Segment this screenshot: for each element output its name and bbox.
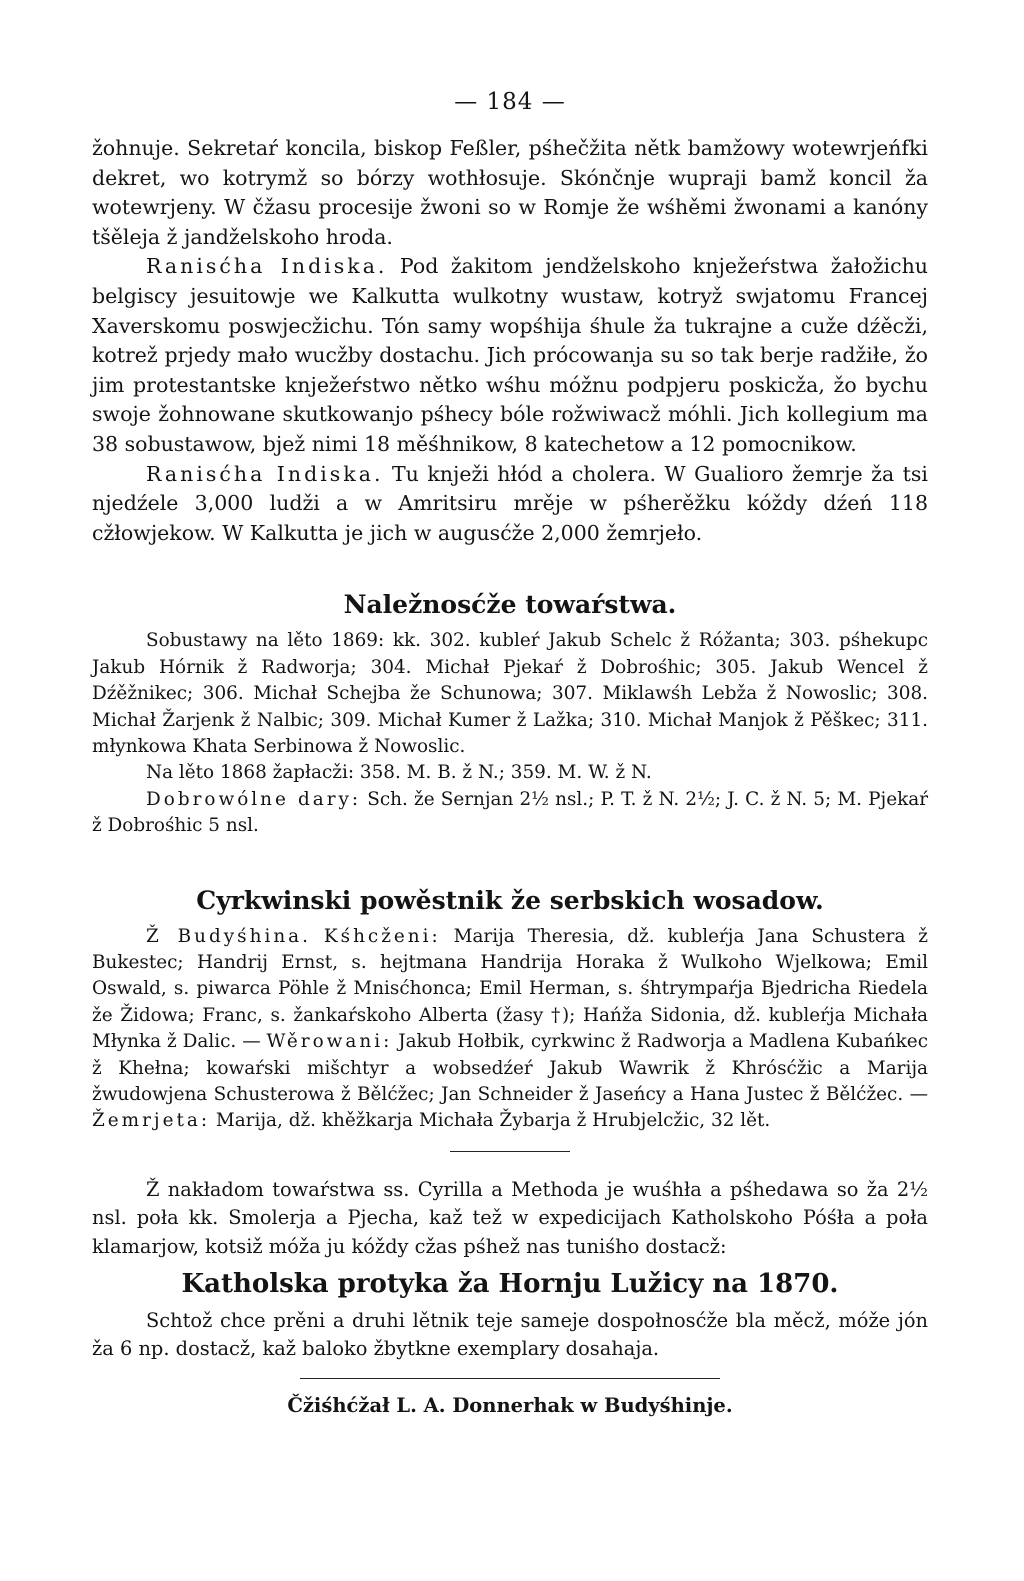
news-dateline: Ranisćha Indiska. [146, 461, 384, 486]
donations-body: Sch. že Sernjan 2½ nsl.; P. T. ž N. 2½; J. C. ž N. 5; M. Pjekaŕ ž Dobrośhic 5 nsl. [92, 788, 928, 837]
society-donations-paragraph [92, 787, 928, 840]
society-members-paragraph: Sobustawy na lěto 1869: kk. 302. kubleŕ Jakub Schelc ž Róžanta; 303. pśhekupc Jakub Hórnik ž Radworja; 304. Michał Pjekaŕ ž Dobrośhic; 305. Jakub Wencel ž Dźěžnikec; 306. Michał Schejba že Schunowa; 307. Miklawśh Lebža ž Nowoslic; 308. Michał Žarjenk ž Nalbic; 309. Michał Kumer ž Lažka; 310. Michał Manjok ž Pěškec; 311. młynkowa Khata Serbinowa ž Nowoslic. [92, 630, 928, 757]
news-paragraph-india-famine [92, 460, 928, 549]
section-divider [450, 1151, 570, 1152]
baptized-list: Marija Theresia, dž. kubleŕja Jana Schustera ž Bukestec; Handrij Ernst, s. hejtmana Handrija Horaka ž Wulkoho Wjelkowa; Emil Oswald, s. piwarca Pöhle ž Mnisćhonca; Emil Herman, s. śhtrympaŕja Bjedricha Riedela že Židowa; Franc, s. žankaŕskoho Alberta (žasy †); Hańža Sidonia, dž. kubleŕja Michała Młynka ž Dalic. — [92, 925, 928, 1053]
church-heading: Cyrkwinski powěstnik že serbskich wosadow. [196, 885, 824, 915]
married-list: Jakub Hołbik, cyrkwinc ž Radworja a Madlena Kubańkec ž Khełna; kowaŕski mišchtyr a wobsedźeŕ Jakub Wawrik ž Khrósćžic a Marija žwudowjena Schusterowa ž Bělćžec; Jan Schneider ž Jaseńcy a Hana Justec ž Bělćžec. — [92, 1031, 928, 1105]
news-paragraph-council: žohnuje. Sekretaŕ koncila, biskop Feßler, pśhečžita nětk bamžowy wotewrjeńfki dekret, wo kotrymž so bórzy wothłosuje. Skónčnje wupraji bamž koncil ža wotewrjeny. W čžasu procesije žwoni so w Romje že wśhěmi žwonami a kanóny tšěleja ž jandželskoho hroda. [92, 136, 928, 249]
parish-label: Ž Budyśhina. [146, 925, 311, 947]
donations-label: Dobrowólne dary: [146, 788, 362, 810]
baptized-label: Kśhcženi: [323, 925, 441, 947]
deceased-label: Žemrjeta: [92, 1110, 211, 1132]
footer-divider [300, 1378, 720, 1379]
news-body: Tu knježi hłód a cholera. W Gualioro žemrje ža tsi njedźele 3,000 ludži a w Amritsiru mrěje w pśherěžku kóždy dźeń 118 cžłowjekow. W Kalkutta je jich w augusćže 2,000 žemrjeło. [92, 461, 928, 545]
news-body: Pod žakitom jendželskoho knježeŕstwa žałožichu belgiscy jesuitowje we Kalkutta wulkotny wustaw, kotryž swjatomu Francej Xaverskomu poswjecžichu. Tón samy wopśhija śhule ža tukrajne a cuže dźěcži, kotrež prjedy mało wucžby dostachu. Jich prócowanja su so tak berje radžiłe, žo jim protestantske knježeŕstwo nětko wśhu móžnu podpjeru poskicža, žo bychu swoje žohnowane skutkowanjo pśhecy bóle rožwiwacž móhli. Jich kollegium ma 38 sobustawow, bjež nimi 18 měśhnikow, 8 katechetow a 12 pomocnikow. [92, 254, 928, 456]
society-heading: Naležnosćže towaŕstwa. [343, 590, 677, 620]
news-paragraph-india-jesuits [92, 252, 928, 459]
promo-body-paragraph: Schtož chce prěni a druhi lětnik teje sameje dospołnosćže bla měcž, móže jón ža 6 np. dostacž, kaž baloko žbytkne exemplary dosahaja. [92, 1309, 928, 1361]
church-register-paragraph [92, 924, 928, 1135]
promo-intro-paragraph: Ž nakładom towaŕstwa ss. Cyrilla a Methoda je wuśhła a pśhedawa so ža 2½ nsl. poła kk. Smolerja a Pjecha, kaž tež w expedicijach Katholskoho Póśła a poła klamarjow, kotsiž móža ju kóždy cžas pśhež nas tuniśho dostacž: [92, 1177, 928, 1258]
deceased-list: Marija, dž. khěžkarja Michała Žybarja ž Hrubjelcžic, 32 lět. [215, 1110, 771, 1132]
society-payments-paragraph: Na lěto 1868 žapłacži: 358. M. B. ž N.; 359. M. W. ž N. [146, 762, 652, 784]
married-label: Wěrowani: [266, 1031, 393, 1053]
printer-imprint: Čžiśhćžał L. A. Donnerhak w Budyśhinje. [287, 1393, 733, 1417]
newspaper-page [92, 80, 928, 1421]
page-number: — 184 — [454, 89, 566, 115]
news-dateline: Ranisćha Indiska. [146, 254, 388, 279]
promo-heading: Katholska protyka ža Hornju Lužicy na 1870. [181, 1269, 839, 1300]
